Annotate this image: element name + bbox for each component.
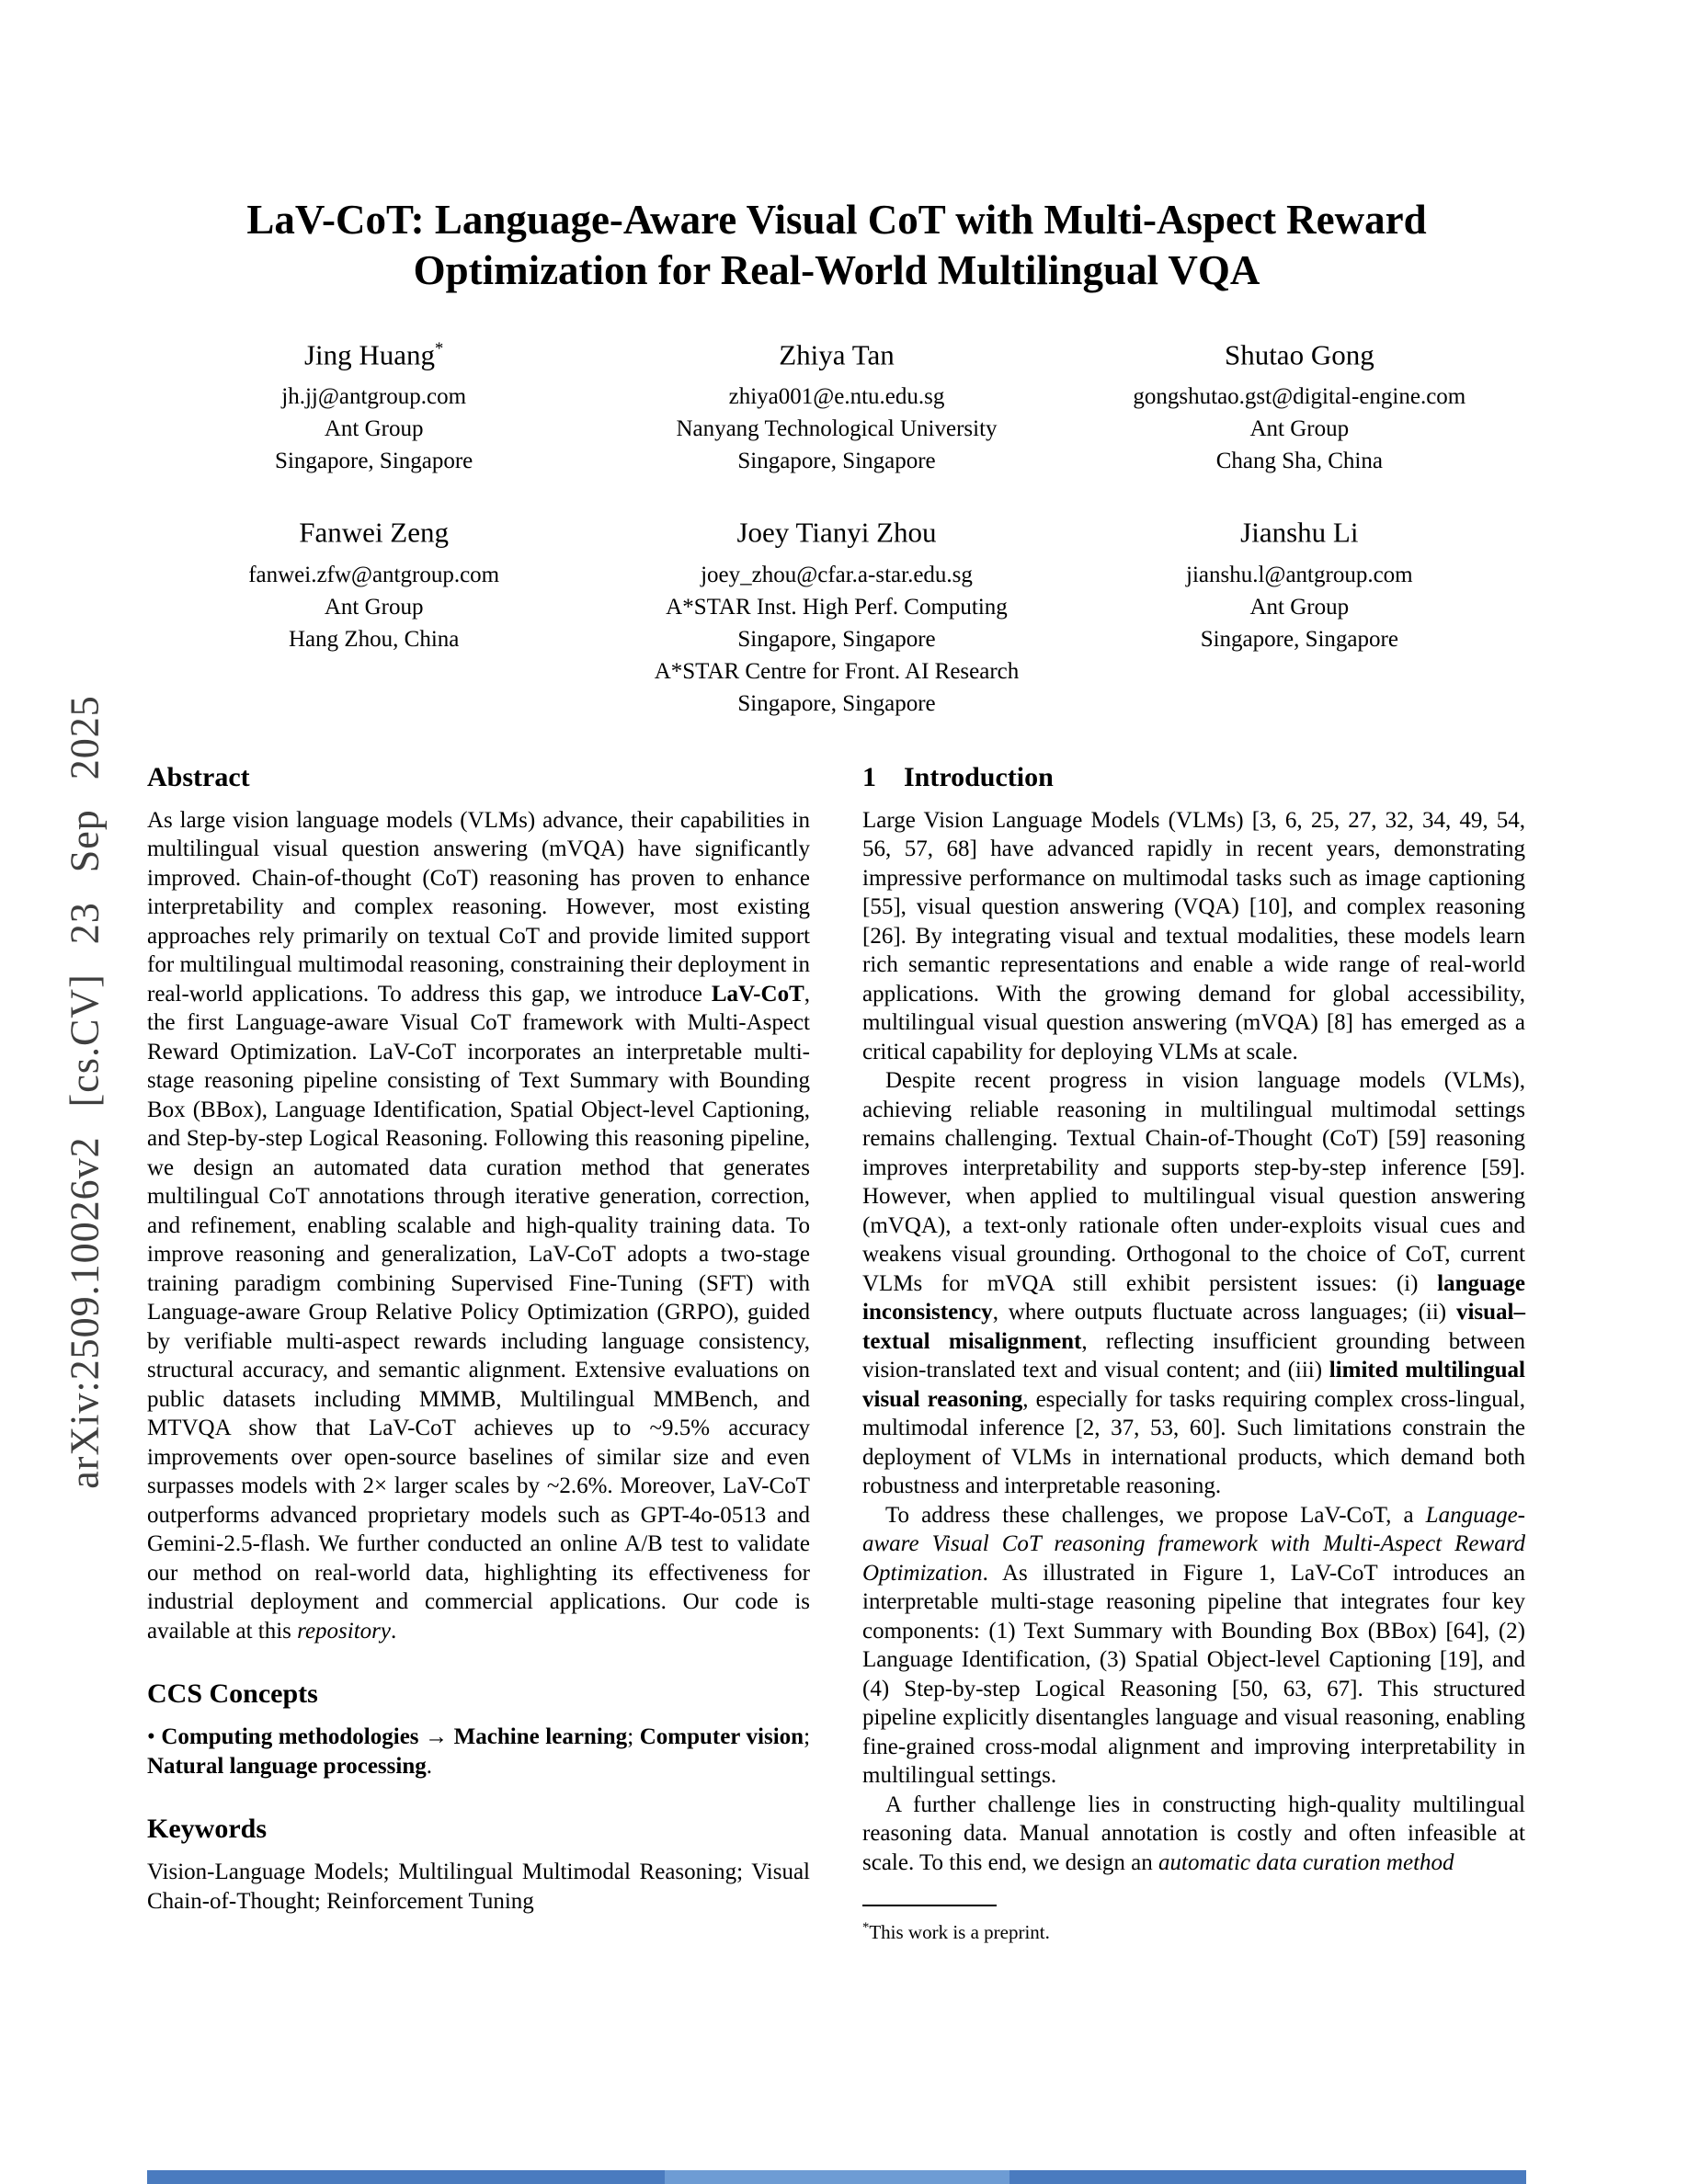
author-name-text: Zhiya Tan	[779, 338, 895, 371]
footnote-rule	[862, 1905, 997, 1906]
author-email: fanwei.zfw@antgroup.com	[248, 562, 500, 587]
introduction-paragraph-2: Despite recent progress in vision language models (VLMs), achieving reliable reasoning in multilingual multimodal settings remains challenging. Textual Chain-of-Thought (CoT) [59] reasoning improves interpretability and supports step-by-step inference [59]. However, when applied to multilingual visual question answering (mVQA), a text-only rationale often under-exploits visual cues and weakens visual grounding. Orthogonal to the choice of CoT, current VLMs for mVQA still exhibit persistent issues: (i) language inconsistency, where outputs fluctuate across languages; (ii) visual–textual misalignment, reflecting insufficient grounding between vision-translated text and visual content; and (iii) limited multilingual visual reasoning, especially for tasks requiring complex cross-lingual, multimodal inference [2, 37, 53, 60]. Such limitations constrain the deployment of VLMs in international products, which demand both robustness and interpretable reasoning.	[862, 1068, 1525, 1499]
author-card-joey-tianyi-zhou	[610, 508, 1063, 719]
author-name-text: Fanwei Zeng	[299, 516, 450, 549]
author-affiliation: A*STAR Inst. High Perf. Computing	[666, 594, 1008, 620]
author-location: Singapore, Singapore	[737, 449, 936, 474]
section-title: Introduction	[904, 761, 1054, 792]
paper-title-line-2: Optimization for Real-World Multilingual VQA	[413, 247, 1260, 293]
author-affiliation: Ant Group	[324, 416, 424, 442]
author-name-text: Joey Tianyi Zhou	[736, 516, 937, 549]
figure-strip-segment	[665, 2170, 1009, 2184]
introduction-paragraph-4: A further challenge lies in constructing high-quality multilingual reasoning data. Manual annotation is costly and often infeasible at scale. To this end, we design an automatic data curation method	[862, 1792, 1525, 1875]
two-column-body	[147, 760, 1526, 1945]
clipped-figure-strip	[147, 2170, 1526, 2184]
author-affiliation: Ant Group	[1249, 416, 1350, 442]
author-email: gongshutao.gst@digital-engine.com	[1133, 384, 1466, 410]
author-name	[147, 508, 600, 551]
author-card-jianshu-li	[1073, 508, 1526, 719]
author-location-2: Singapore, Singapore	[737, 690, 936, 716]
author-name	[610, 508, 1063, 551]
author-location: Singapore, Singapore	[737, 626, 936, 652]
author-name-text: Shutao Gong	[1224, 338, 1374, 371]
right-column	[862, 760, 1525, 1945]
author-card-fanwei-zeng	[147, 508, 600, 719]
author-affiliation: Nanyang Technological University	[676, 416, 998, 442]
figure-strip-segment	[1009, 2170, 1527, 2184]
author-location: Singapore, Singapore	[275, 449, 473, 474]
introduction-paragraph-1: Large Vision Language Models (VLMs) [3, 6, 25, 27, 32, 34, 49, 54, 56, 57, 68] have advanced rapidly in recent years, demonstrating impressive performance on multimodal tasks such as image captioning [55], visual question answering (VQA) [10], and complex reasoning [26]. By integrating visual and textual modalities, these models learn rich semantic representations and enable a wide range of real-world applications. With the growing demand for global accessibility, multilingual visual question answering (mVQA) [8] has emerged as a critical capability for deploying VLMs at scale.	[862, 807, 1525, 1064]
author-card-zhiya-tan	[610, 331, 1063, 477]
author-footnote-mark: *	[435, 339, 444, 358]
abstract-text: As large vision language models (VLMs) advance, their capabilities in multilingual visual question answering (mVQA) have significantly improved. Chain-of-thought (CoT) reasoning has proven to enhance interpretability and complex reasoning. However, most existing approaches rely primarily on textual CoT and provide limited support for multilingual multimodal reasoning, constraining their deployment in real-world applications. To address this gap, we introduce LaV-CoT, the first Language-aware Visual CoT framework with Multi-Aspect Reward Optimization. LaV-CoT incorporates an interpretable multi-stage reasoning pipeline consisting of Text Summary with Bounding Box (BBox), Language Identification, Spatial Object-level Captioning, and Step-by-step Logical Reasoning. Following this reasoning pipeline, we design an automated data curation method that generates multilingual CoT annotations through iterative generation, correction, and refinement, enabling scalable and high-quality training data. To improve reasoning and generalization, LaV-CoT adopts a two-stage training paradigm combining Supervised Fine-Tuning (SFT) with Language-aware Group Relative Policy Optimization (GRPO), guided by verifiable multi-aspect rewards including language consistency, structural accuracy, and semantic alignment. Extensive evaluations on public datasets including MMMB, Multilingual MMBench, and MTVQA show that LaV-CoT achieves up to ~9.5% accuracy improvements over open-source baselines of similar size and even surpasses models with 2× larger scales by ~2.6%. Moreover, LaV-CoT outperforms advanced proprietary models such as GPT-4o-0513 and Gemini-2.5-flash. We further conducted an online A/B test to validate our method on real-world data, highlighting its effectiveness for industrial deployment and commercial applications. Our code is available at this repository.	[147, 807, 810, 1644]
footnote-body: This work is a preprint.	[869, 1921, 1050, 1944]
author-name-text: Jing Huang	[303, 338, 436, 371]
author-block	[147, 331, 1526, 720]
arxiv-watermark: arXiv:2509.10026v2 [cs.CV] 23 Sep 2025	[62, 695, 108, 1489]
introduction-paragraph-3: To address these challenges, we propose LaV-CoT, a Language-aware Visual CoT reasoning framework with Multi-Aspect Reward Optimization. As illustrated in Figure 1, LaV-CoT introduces an interpretable multi-stage reasoning pipeline that integrates four key components: (1) Text Summary with Bounding Box (BBox) [64], (2) Language Identification, (3) Spatial Object-level Captioning [19], and (4) Step-by-step Logical Reasoning [50, 63, 67]. This structured pipeline explicitly disentangles language and visual reasoning, enabling fine-grained cross-modal alignment and improving interpretability in multilingual settings.	[862, 1502, 1525, 1789]
author-location: Hang Zhou, China	[288, 626, 460, 652]
paper-title-line-1: LaV-CoT: Language-Aware Visual CoT with Multi-Aspect Reward	[246, 197, 1427, 243]
author-location: Chang Sha, China	[1215, 449, 1383, 474]
footnote-mark: *	[862, 1920, 870, 1936]
author-location: Singapore, Singapore	[1200, 626, 1398, 652]
figure-strip-segment	[147, 2170, 665, 2184]
author-affiliation: Ant Group	[324, 594, 424, 620]
footnote-block	[862, 1905, 1525, 1944]
introduction-heading	[862, 760, 1525, 795]
paper-title	[147, 195, 1526, 296]
author-email: joey_zhou@cfar.a-star.edu.sg	[701, 562, 973, 587]
author-affiliation: Ant Group	[1249, 594, 1350, 620]
author-name	[610, 331, 1063, 373]
keywords-text: Vision-Language Models; Multilingual Multimodal Reasoning; Visual Chain-of-Thought; Reinforcement Tuning	[147, 1860, 810, 1914]
ccs-concepts-text: • Computing methodologies → Machine learning; Computer vision; Natural language processing.	[147, 1724, 811, 1779]
author-name	[1073, 508, 1526, 551]
author-card-jing-huang	[147, 331, 600, 477]
author-card-shutao-gong	[1073, 331, 1526, 477]
author-affiliation-2: A*STAR Centre for Front. AI Research	[654, 658, 1020, 684]
footnote-text	[862, 1916, 1525, 1944]
author-email: jh.jj@antgroup.com	[281, 384, 467, 410]
abstract-heading: Abstract	[147, 761, 250, 792]
left-column	[147, 760, 810, 1945]
ccs-concepts-heading: CCS Concepts	[147, 1678, 318, 1710]
author-email: zhiya001@e.ntu.edu.sg	[728, 384, 945, 410]
author-email: jianshu.l@antgroup.com	[1186, 562, 1413, 587]
section-number: 1	[862, 761, 876, 792]
author-name	[147, 331, 600, 373]
author-name	[1073, 331, 1526, 373]
author-name-text: Jianshu Li	[1240, 516, 1359, 549]
keywords-heading: Keywords	[147, 1814, 267, 1845]
